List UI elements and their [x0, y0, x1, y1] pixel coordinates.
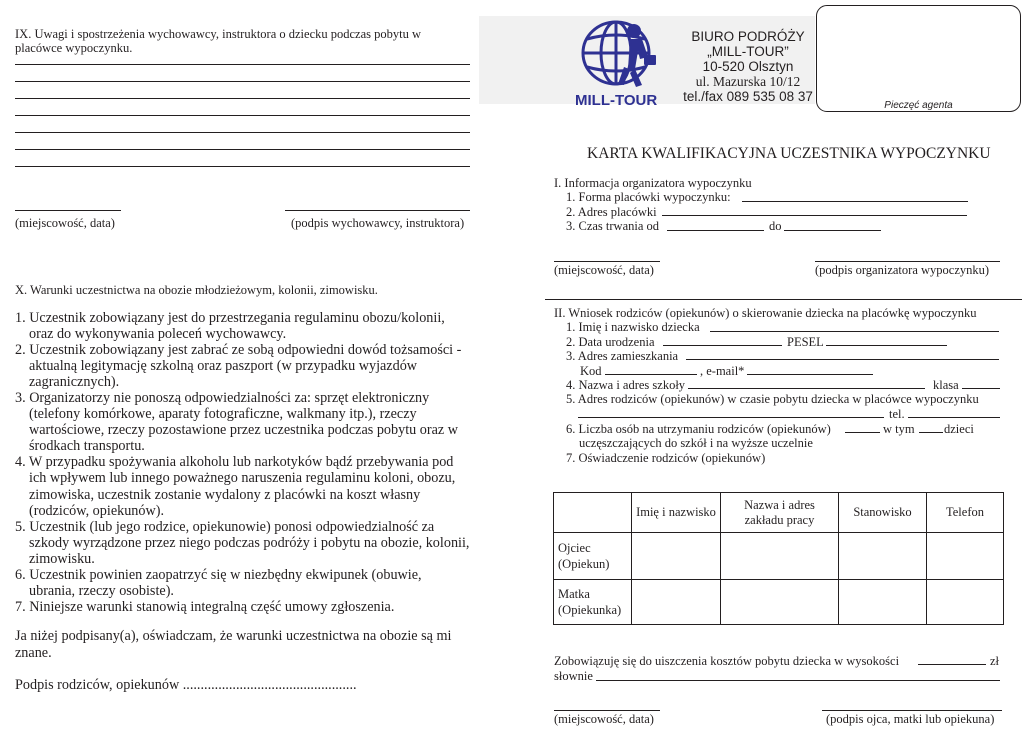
email-label: , e-mail* — [700, 364, 745, 378]
duration-label: 3. Czas trwania od — [566, 219, 660, 233]
postal-code-label: Kod — [580, 364, 602, 378]
pesel-field[interactable] — [826, 345, 947, 346]
section-i-title: I. Informacja organizatora wypoczynku — [554, 176, 752, 190]
list-item: 5. Uczestnik (lub jego rodzice, opiekunowie) ponosi odpowiedzialność za szkody wyrządzone przez niego podczas podróży i pobytu na obozie, kolonii, zimowisku. — [15, 518, 470, 567]
section-x-title: X. Warunki uczestnictwa na obozie młodzieżowym, kolonii, zimowisku. — [15, 283, 378, 297]
dependents-w-label: w tym — [883, 422, 915, 436]
child-name-label: 1. Imię i nazwisko dziecka — [566, 320, 700, 334]
list-item: 3. Organizatorzy nie ponoszą odpowiedzialności za: sprzęt elektroniczny (telefony komórkowe, aparaty fotograficzne, walkmany itp.), rzeczy wartościowe, rzeczy pozostawione przez uczestnika podczas pobytu oraz w środkach transportu. — [15, 390, 458, 455]
row-label-mother: Matka (Opiekunka) — [554, 580, 632, 625]
column-header: Stanowisko — [839, 493, 927, 533]
place-date-caption: (miejscowość, data) — [15, 216, 115, 230]
parents-address-field[interactable] — [578, 417, 884, 418]
list-item: 2. Uczestnik zobowiązany jest zabrać ze sobą odpowiedni dowód tożsamości - aktualną legitymację szkolną oraz paszport (w przypadku wyjazdów zagranicznych). — [15, 342, 462, 391]
parent-signature-caption: (podpis ojca, matki lub opiekuna) — [826, 712, 995, 726]
birth-date-label: 2. Data urodzenia — [566, 335, 655, 349]
in-words-label: słownie — [554, 669, 593, 683]
globe-traveler-icon — [572, 17, 666, 93]
parents-signature-field[interactable]: Podpis rodziców, opiekunów ................................................. — [15, 677, 357, 693]
facility-form-label: 1. Forma placówki wypoczynku: — [566, 190, 731, 204]
children-label: dzieci — [944, 422, 974, 436]
school-label: 4. Nazwa i adres szkoły — [566, 378, 686, 392]
place-date-caption: (miejscowość, data) — [554, 712, 654, 726]
column-header: Imię i nazwisko — [632, 493, 721, 533]
in-words-field[interactable] — [596, 680, 1000, 681]
place-date-caption: (miejscowość, data) — [554, 263, 654, 277]
children-count-field[interactable] — [919, 432, 943, 433]
table-corner-cell — [554, 493, 632, 533]
dependents-field[interactable] — [845, 432, 880, 433]
agent-stamp-label: Pieczęć agenta — [884, 100, 953, 111]
remarks-line[interactable] — [15, 115, 470, 116]
child-name-field[interactable] — [710, 331, 999, 332]
dependents-label: 6. Liczba osób na utrzymaniu rodziców (opiekunów) — [566, 422, 831, 436]
column-header: Nazwa i adres zakładu pracy — [721, 493, 839, 533]
mother-phone-cell[interactable] — [927, 580, 1004, 625]
section-ix-title: IX. Uwagi i spostrzeżenia wychowawcy, instruktora o dziecku podczas pobytu w placówce wypoczynku. — [15, 27, 422, 55]
duration-to-field[interactable] — [784, 230, 881, 231]
logo-text: MILL-TOUR — [575, 92, 658, 109]
list-item: 1. Uczestnik zobowiązany jest do przestrzegania regulaminu obozu/kolonii, oraz do wykonywania poleceń wychowawcy. — [15, 310, 445, 343]
pesel-label: PESEL — [787, 335, 824, 349]
table-header-row — [554, 493, 1004, 533]
home-address-label: 3. Adres zamieszkania — [566, 349, 679, 363]
birth-date-field[interactable] — [663, 345, 782, 346]
section-divider — [545, 299, 1022, 300]
mother-name-cell[interactable] — [632, 580, 721, 625]
father-phone-cell[interactable] — [927, 533, 1004, 580]
remarks-line[interactable] — [15, 64, 470, 65]
signature-caption: (podpis wychowawcy, instruktora) — [291, 216, 465, 230]
place-date-line[interactable] — [554, 710, 660, 711]
cost-amount-field[interactable] — [918, 664, 986, 665]
signature-caption: (podpis organizatora wypoczynku) — [815, 263, 990, 277]
facility-form-field[interactable] — [742, 201, 968, 202]
mother-position-cell[interactable] — [839, 580, 927, 625]
place-date-line[interactable] — [554, 261, 660, 262]
mill-tour-logo — [572, 17, 666, 109]
agency-city: 10-520 Olsztyn — [702, 59, 794, 74]
agency-phone: tel./fax 089 535 08 37 — [683, 89, 813, 104]
remarks-line[interactable] — [15, 98, 470, 99]
school-field[interactable] — [688, 388, 925, 389]
column-header: Telefon — [927, 493, 1004, 533]
remarks-line[interactable] — [15, 132, 470, 133]
currency-label: zł — [990, 654, 1000, 668]
agency-name: BIURO PODRÓŻY — [691, 29, 805, 44]
remarks-line[interactable] — [15, 81, 470, 82]
parents-phone-label: tel. — [889, 407, 905, 421]
mother-workplace-cell[interactable] — [721, 580, 839, 625]
father-position-cell[interactable] — [839, 533, 927, 580]
list-item: 7. Niniejsze warunki stanowią integralną część umowy zgłoszenia. — [15, 598, 395, 615]
table-row — [554, 533, 1004, 580]
parents-table — [553, 492, 1004, 625]
home-address-field[interactable] — [686, 359, 999, 360]
agent-stamp-box[interactable] — [816, 5, 1021, 112]
dependents-line2: uczęszczających do szkół i na wyższe uczelnie — [579, 436, 813, 450]
signature-line[interactable] — [822, 710, 1002, 711]
facility-address-field[interactable] — [662, 215, 967, 216]
facility-address-label: 2. Adres placówki — [566, 205, 657, 219]
father-name-cell[interactable] — [632, 533, 721, 580]
cost-commitment-label: Zobowiązuję się do uiszczenia kosztów pobytu dziecka w wysokości — [554, 654, 900, 668]
remarks-line[interactable] — [15, 166, 470, 167]
section-ii-title: II. Wniosek rodziców (opiekunów) o skierowanie dziecka na placówkę wypoczynku — [554, 306, 977, 320]
remarks-line[interactable] — [15, 149, 470, 150]
parents-statement-label: 7. Oświadczenie rodziców (opiekunów) — [566, 451, 766, 465]
signature-line[interactable] — [285, 210, 470, 211]
email-field[interactable] — [747, 374, 873, 375]
place-date-line[interactable] — [15, 210, 121, 211]
declaration-text: Ja niżej podpisany(a), oświadczam, że warunki uczestnictwa na obozie są mi znane. — [15, 628, 452, 661]
parents-phone-field[interactable] — [908, 417, 1000, 418]
agency-address — [678, 29, 818, 104]
postal-code-field[interactable] — [605, 374, 697, 375]
duration-from-field[interactable] — [667, 230, 764, 231]
table-row — [554, 580, 1004, 625]
agency-street: ul. Mazurska 10/12 — [695, 74, 801, 89]
conditions-list — [15, 310, 470, 615]
signature-line[interactable] — [815, 261, 1000, 262]
class-label: klasa — [933, 378, 959, 392]
list-item: 4. W przypadku spożywania alkoholu lub narkotyków bądź przebywania pod ich wpływem lub innego poważnego naruszenia regulaminu koloni, obozu, zimowiska, uczestnik zostanie wydalony z placówki na koszt własny (rodziców, opiekunów). — [15, 454, 456, 519]
list-item: 6. Uczestnik powinien zaopatrzyć się w niezbędny ekwipunek (obuwie, ubrania, rzeczy osobiste). — [15, 566, 422, 599]
page-title: KARTA KWALIFIKACYJNA UCZESTNIKA WYPOCZYNKU — [587, 145, 991, 162]
row-label-father: Ojciec (Opiekun) — [554, 533, 632, 580]
father-workplace-cell[interactable] — [721, 533, 839, 580]
class-field[interactable] — [962, 388, 1000, 389]
duration-to-label: do — [769, 219, 782, 233]
agency-brand: „MILL-TOUR” — [707, 44, 789, 59]
parents-address-label: 5. Adres rodziców (opiekunów) w czasie pobytu dziecka w placówce wypoczynku — [566, 392, 979, 406]
